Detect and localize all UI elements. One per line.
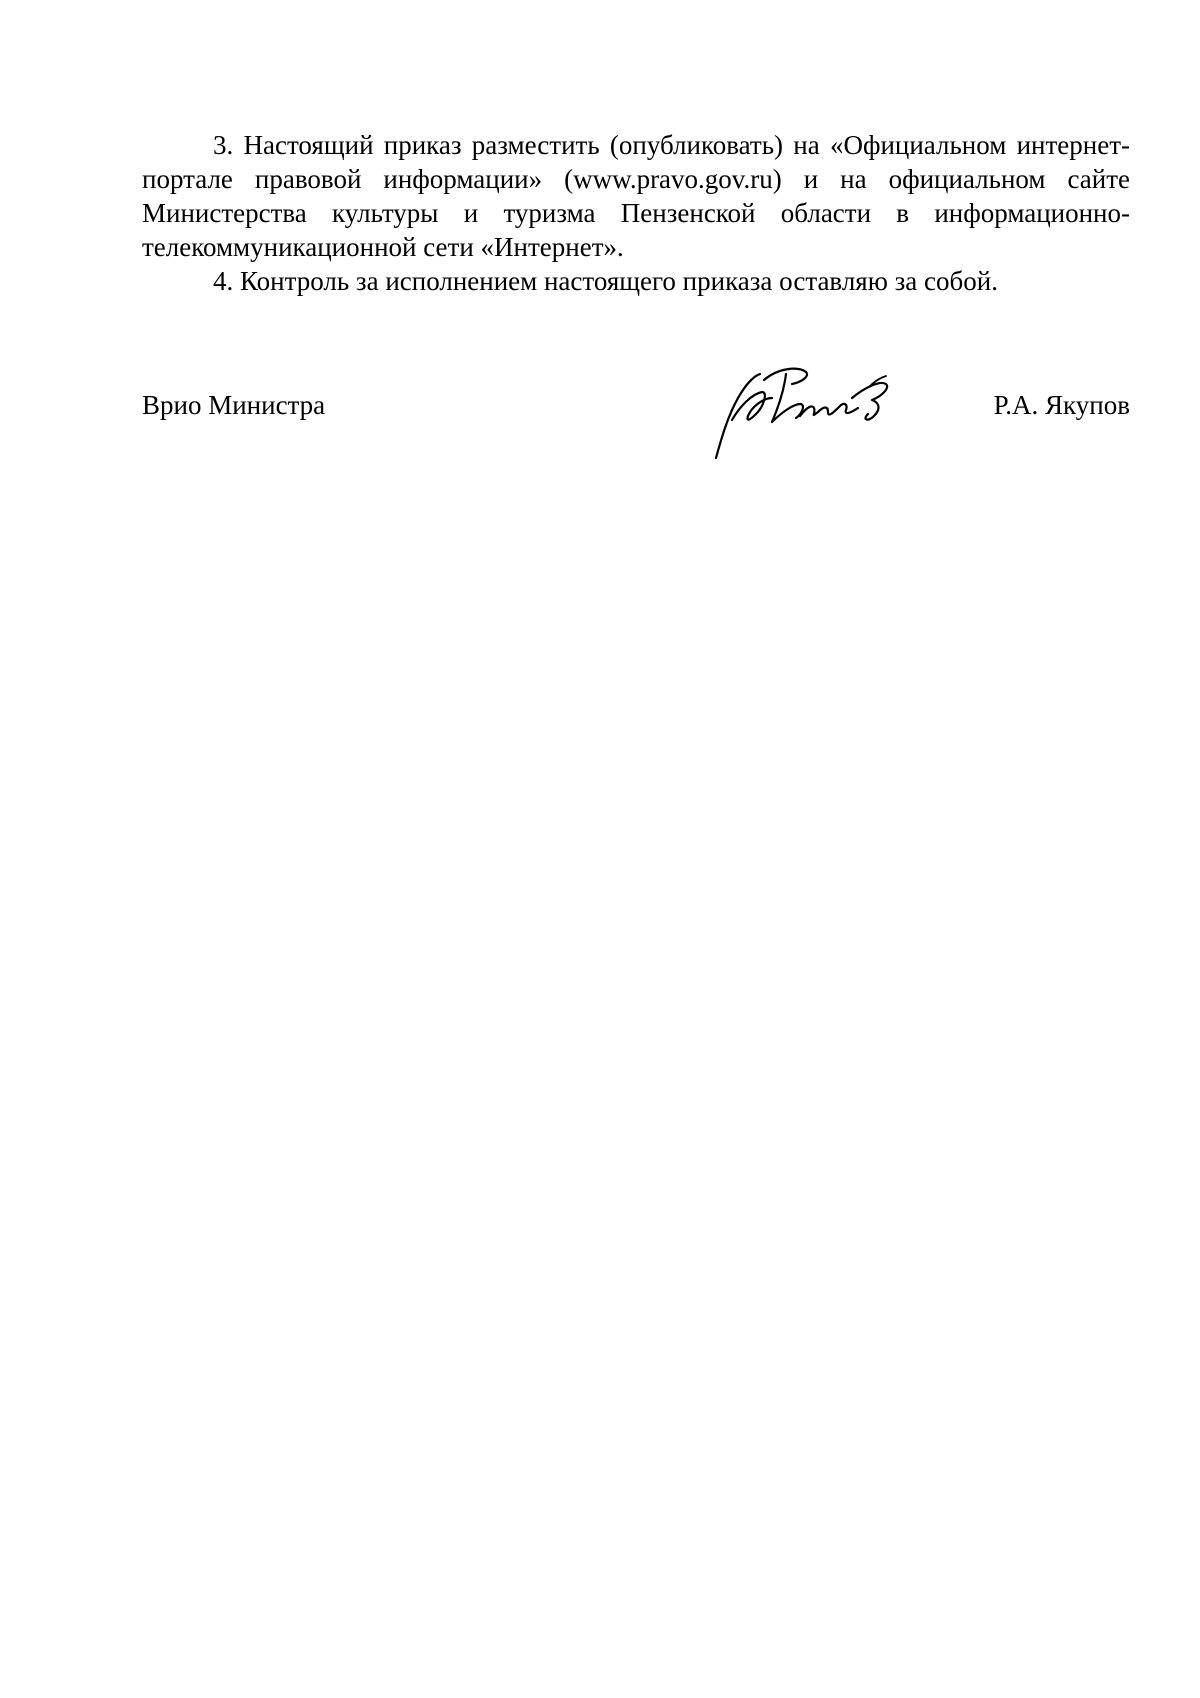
- paragraph-3: 3. Настоящий приказ разместить (опубликовать) на «Официальном интернет-портале правовой информации» (www.pravo.gov.ru) и на официальном сайте Министерства культуры и туризма Пензенской области в информационно-телекоммуникационной сети «Интернет».: [142, 130, 1130, 262]
- paragraph-4: 4. Контроль за исполнением настоящего приказа оставляю за собой.: [213, 266, 998, 296]
- handwritten-signature-icon: [702, 358, 912, 468]
- document-body: [142, 128, 1130, 298]
- signature-block: [142, 388, 1130, 428]
- signatory-position: Врио Министра: [142, 390, 326, 420]
- signatory-name: Р.А. Якупов: [993, 390, 1130, 420]
